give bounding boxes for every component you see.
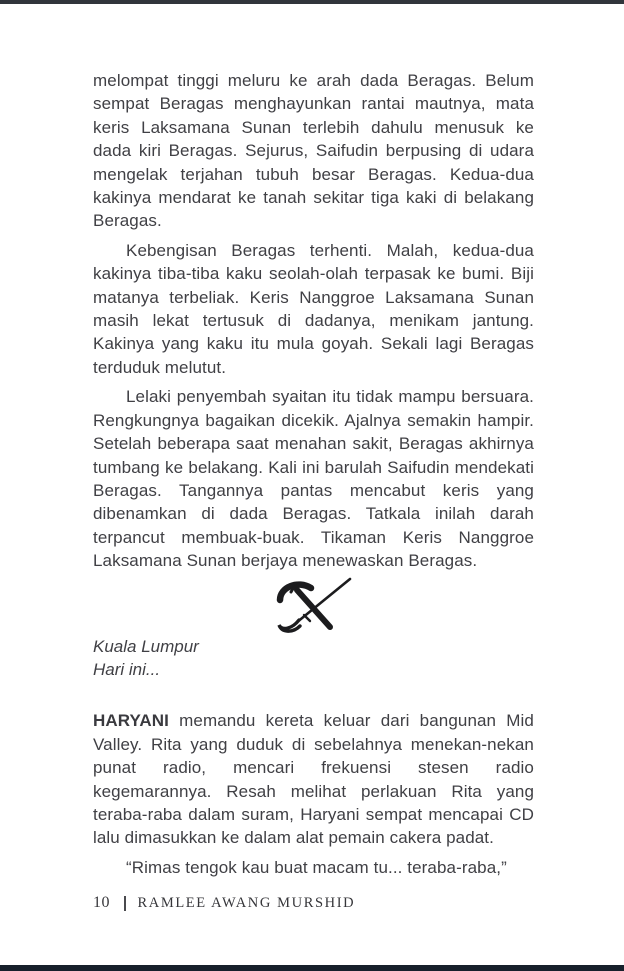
page-content xyxy=(93,69,534,879)
scene-time: Hari ini... xyxy=(93,659,161,679)
page-number: 10 xyxy=(93,894,110,911)
paragraph-lead-word: HARYANI xyxy=(93,711,169,731)
crossed-keris-icon xyxy=(266,577,362,635)
paragraph-continuation: melompat tinggi meluru ke arah dada Beragas. Belum sempat Beragas menghayunkan rantai mautnya, mata keris Laksamana Sunan terlebih dahulu menusuk ke dada kiri Beragas. Sejurus, Saifudin berpusing di udara mengelak terjahan tubuh besar Beragas. Kedua-dua kakinya mendarat ke tanah sekitar tiga kaki di belakang Beragas. xyxy=(93,71,534,231)
running-footer-author: RAMLEE AWANG MURSHID xyxy=(137,894,356,911)
paragraph-body-text: memandu kereta keluar dari bangunan Mid Valley. Rita yang duduk di sebelahnya menekan-nekan punat radio, mencari frekuensi stesen radio kegemarannya. Resah melihat perlakuan Rita yang teraba-raba dalam suram, Haryani sempat mencapai CD lalu dimasukkan ke dalam alat pemain cakera padat. xyxy=(93,711,534,848)
top-edge-bar xyxy=(0,0,624,4)
scene-location: Kuala Lumpur xyxy=(93,636,199,656)
paragraph: Kebengisan Beragas terhenti. Malah, kedua-dua kakinya tiba-tiba kaku seolah-olah terpasak ke bumi. Biji matanya terbeliak. Keris Nanggroe Laksamana Sunan masih lekat tertusuk di dadanya, menikam jantung. Kakinya yang kaku itu mula goyah. Sekali lagi Beragas terduduk melutut. xyxy=(93,240,534,377)
page-footer xyxy=(93,894,355,912)
paragraph: Lelaki penyembah syaitan itu tidak mampu bersuara. Rengkungnya bagaikan dicekik. Ajalnya semakin hampir. Setelah beberapa saat menahan sakit, Beragas akhirnya tumbang ke belakang. Kali ini barulah Saifudin mendekati Beragas. Tangannya pantas mencabut keris yang dibenamkan di dada Beragas. Tatkala inilah darah terpancut membuak-buak. Tikaman Keris Nanggroe Laksamana Sunan berjaya menewaskan Beragas. xyxy=(93,387,534,571)
dialogue-paragraph: “Rimas tengok kau buat macam tu... teraba-raba,” xyxy=(126,857,507,877)
paragraph-haryani xyxy=(93,709,534,849)
bottom-edge-bar xyxy=(0,965,624,971)
footer-divider xyxy=(124,896,126,911)
